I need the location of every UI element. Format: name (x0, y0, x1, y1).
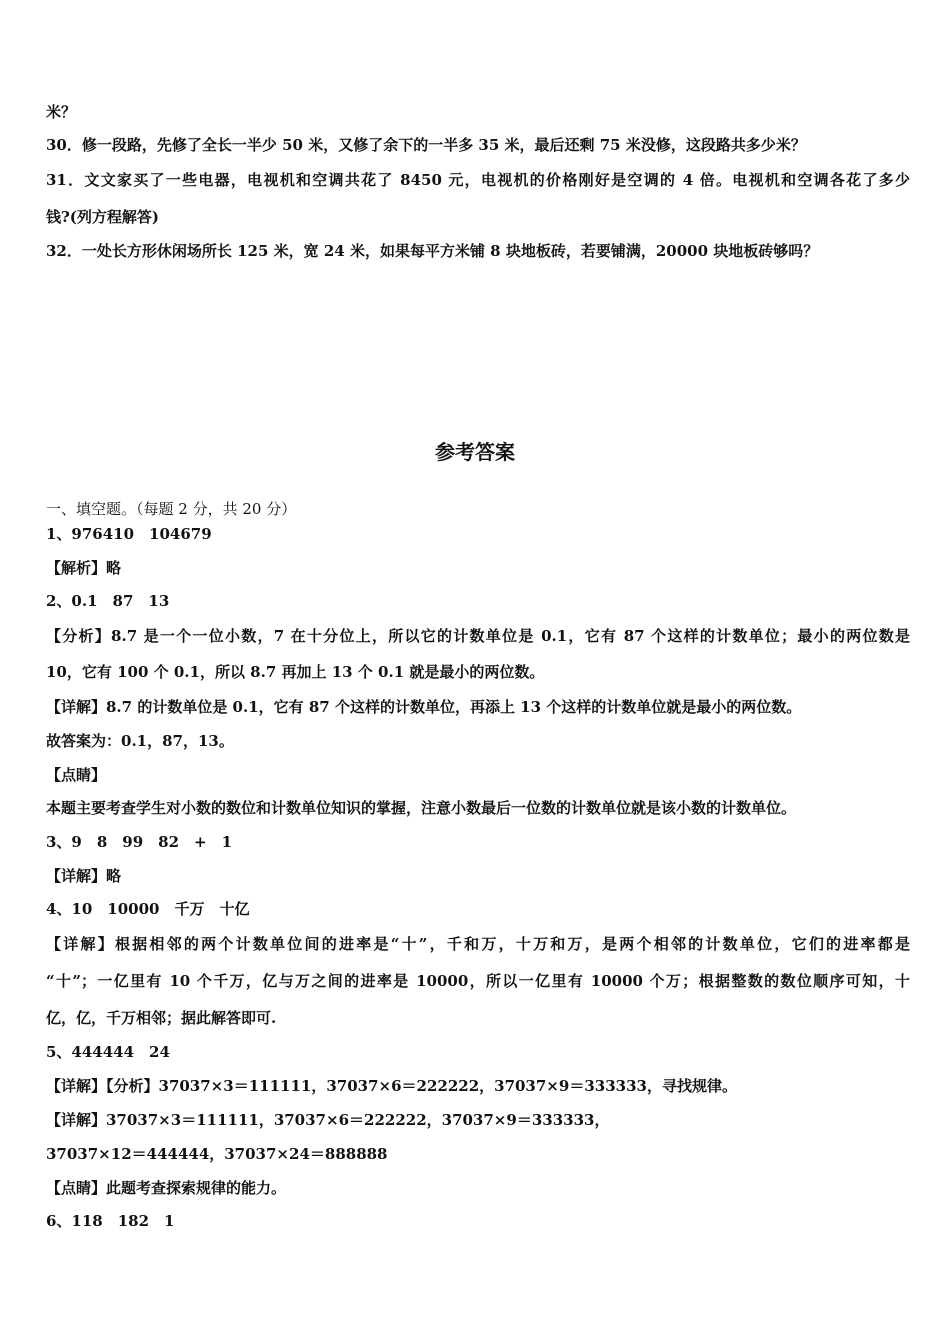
answer-1: 1、976410 104679 (46, 525, 212, 543)
section-heading: 一、填空题。（每题 2 分，共 20 分） (46, 500, 297, 518)
answer-5-xiangjie-line1: 【详解】37037×3＝111111，37037×6＝222222，37037×9＝333333， (46, 1111, 610, 1129)
answer-3-xiangjie: 【详解】略 (46, 867, 122, 885)
answer-5-xiangjie-line2: 37037×12＝444444，37037×24＝888888 (46, 1145, 388, 1163)
answer-2-dianjing-text: 本题主要考查学生对小数的数位和计数单位知识的掌握，注意小数最后一位数的计数单位就是该小数的计数单位。 (46, 799, 797, 817)
question-31-line2: 钱?(列方程解答) (46, 208, 159, 226)
answer-2-fenxi-line1: 【分析】8.7 是一个一位小数，7 在十分位上，所以它的计数单位是 0.1，它有 87 个这样的计数单位；最小的两位数是 (46, 627, 910, 645)
answers-title: 参考答案 (435, 440, 515, 464)
answer-2-final: 故答案为：0.1，87，13。 (46, 732, 234, 750)
answer-4-xiangjie-line1: 【详解】根据相邻的两个计数单位间的进率是“十”，千和万，十万和万，是两个相邻的计数单位，它们的进率都是 (46, 935, 910, 953)
answer-4-xiangjie-line3: 亿，亿，千万相邻；据此解答即可. (46, 1009, 277, 1027)
question-29-tail: 米？ (46, 103, 77, 121)
answer-5-dianjing: 【点睛】此题考查探索规律的能力。 (46, 1179, 287, 1197)
question-31-line1: 31．文文家买了一些电器，电视机和空调共花了 8450 元，电视机的价格刚好是空调的 4 倍。电视机和空调各花了多少 (46, 171, 910, 189)
answer-4: 4、10 10000 千万 十亿 (46, 900, 250, 918)
question-32: 32．一处长方形休闲场所长 125 米，宽 24 米，如果每平方米铺 8 块地板砖，若要铺满，20000 块地板砖够吗？ (46, 242, 819, 260)
answer-3: 3、9 8 99 82 + 1 (46, 833, 233, 851)
answer-5-fenxi: 【详解】【分析】37037×3＝111111，37037×6＝222222，37037×9＝333333，寻找规律。 (46, 1077, 737, 1095)
answer-1-analysis: 【解析】略 (46, 559, 122, 577)
answer-5: 5、444444 24 (46, 1043, 170, 1061)
answer-2-xiangjie: 【详解】8.7 的计数单位是 0.1，它有 87 个这样的计数单位，再添上 13 个这样的计数单位就是最小的两位数。 (46, 698, 802, 716)
answer-2: 2、0.1 87 13 (46, 592, 170, 610)
answer-4-xiangjie-line2: “十”；一亿里有 10 个千万，亿与万之间的进率是 10000，所以一亿里有 10000 个万；根据整数的数位顺序可知，十 (46, 972, 910, 990)
answer-2-dianjing-label: 【点睛】 (46, 766, 107, 784)
answer-2-fenxi-line2: 10，它有 100 个 0.1，所以 8.7 再加上 13 个 0.1 就是最小的两位数。 (46, 663, 545, 681)
answer-6: 6、118 182 1 (46, 1212, 175, 1230)
question-30: 30．修一段路，先修了全长一半少 50 米，又修了余下的一半多 35 米，最后还剩 75 米没修，这段路共多少米？ (46, 136, 806, 154)
